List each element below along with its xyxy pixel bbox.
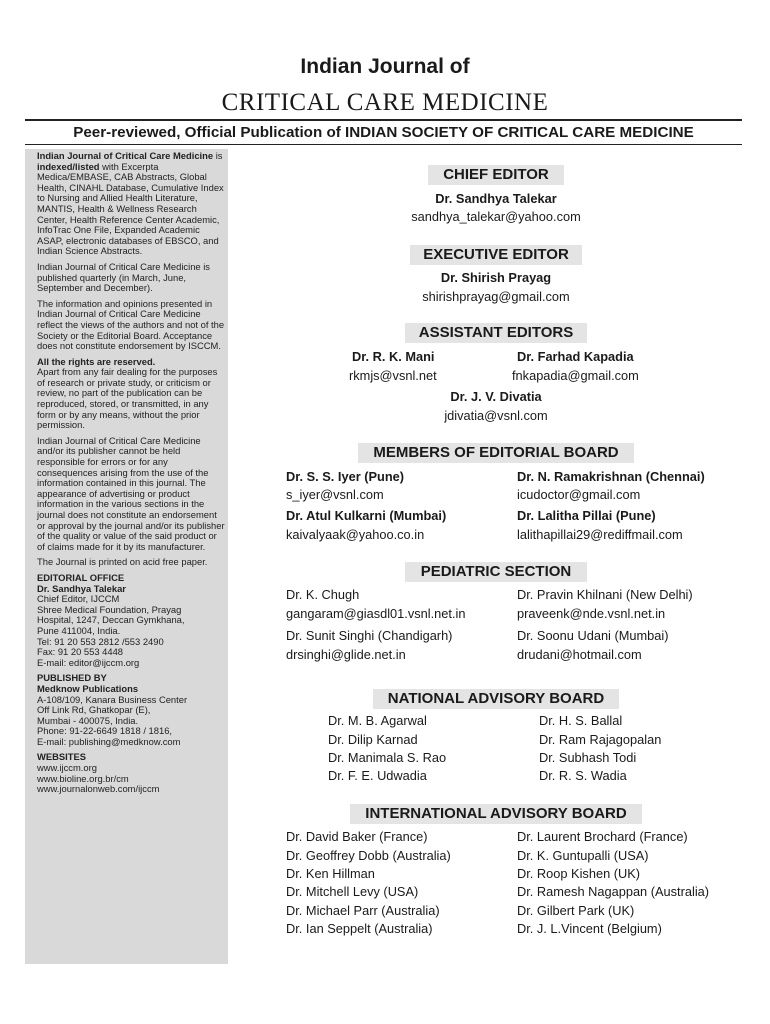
executive-editor-heading: EXECUTIVE EDITOR (410, 245, 582, 265)
websites-info (37, 752, 227, 794)
international-advisor: Dr. Ramesh Nagappan (Australia) (517, 884, 710, 899)
pediatric-member-email[interactable]: praveenk@nde.vsnl.net.in (517, 606, 666, 621)
national-advisor: Dr. Manimala S. Rao (328, 750, 447, 765)
national-advisory-heading: NATIONAL ADVISORY BOARD (373, 689, 619, 709)
publisher-info (37, 673, 227, 747)
responsibility-disclaimer: Indian Journal of Critical Care Medicine and/or its publisher cannot be held responsible for errors or for any consequences arising from the use of the information contained in this journal. The appearance of advertising or product information in the various sections in the journal does not constitute an endorsement or approval by the journal and/or its publisher of the quality or value of the said product or of claims made for it by its manufacturer. (37, 434, 225, 552)
chief-editor-email[interactable]: sandhya_talekar@yahoo.com (411, 209, 581, 224)
publication-frequency: Indian Journal of Critical Care Medicine is published quarterly (in March, June, September and December). (37, 260, 210, 294)
indexing-is: is (213, 150, 223, 161)
board-member-email[interactable]: icudoctor@gmail.com (517, 487, 641, 502)
executive-editor-name: Dr. Shirish Prayag (440, 270, 552, 285)
rights-heading: All the rights are reserved. (37, 355, 156, 367)
assistant-editor-name: Dr. Farhad Kapadia (517, 349, 634, 364)
journal-subtitle: Peer-reviewed, Official Publication of INDIAN SOCIETY OF CRITICAL CARE MEDICINE (73, 124, 694, 141)
international-advisor: Dr. K. Guntupalli (USA) (517, 848, 649, 863)
editorial-board-heading: MEMBERS OF EDITORIAL BOARD (358, 443, 634, 463)
sidebar-content (37, 151, 227, 800)
pediatric-member-name: Dr. Sunit Singhi (Chandigarh) (286, 628, 453, 643)
board-member-email[interactable]: s_iyer@vsnl.com (286, 487, 384, 502)
national-advisor: Dr. Subhash Todi (539, 750, 637, 765)
publisher-name: Medknow Publications (37, 682, 139, 694)
pediatric-member-name: Dr. Pravin Khilnani (New Delhi) (517, 587, 693, 602)
publisher-line: A-108/109, Kanara Business Center (37, 693, 188, 705)
board-member-email[interactable]: lalithapillai29@rediffmail.com (517, 527, 683, 542)
publisher-line: Off Link Rd, Ghatkopar (E), (37, 704, 151, 716)
national-advisor: Dr. R. S. Wadia (539, 768, 627, 783)
pediatric-member-email[interactable]: gangaram@giasdl01.vsnl.net.in (286, 606, 466, 621)
board-member-name: Dr. N. Ramakrishnan (Chennai) (517, 469, 705, 484)
international-advisor: Dr. Ken Hillman (286, 866, 375, 881)
national-advisor: Dr. F. E. Udwadia (328, 768, 427, 783)
journal-title-line1: Indian Journal of (300, 55, 470, 78)
acid-free-note: The Journal is printed on acid free paper. (37, 556, 208, 568)
indexing-journal-name: Indian Journal of Critical Care Medicine (37, 150, 214, 161)
international-advisor: Dr. Geoffrey Dobb (Australia) (286, 848, 451, 863)
website-link[interactable]: www.journalonweb.com/ijccm (37, 783, 160, 795)
pediatric-member-name: Dr. Soonu Udani (Mumbai) (517, 628, 669, 643)
international-advisor: Dr. David Baker (France) (286, 829, 428, 844)
assistant-editor-email[interactable]: fnkapadia@gmail.com (512, 368, 639, 383)
national-advisor: Dr. H. S. Ballal (539, 713, 623, 728)
editorial-office-name: Dr. Sandhya Talekar (37, 582, 126, 594)
publisher-line: Mumbai - 400075, India. (37, 714, 139, 726)
international-advisory-heading: INTERNATIONAL ADVISORY BOARD (350, 804, 642, 824)
international-advisor: Dr. Laurent Brochard (France) (517, 829, 688, 844)
international-advisor: Dr. Mitchell Levy (USA) (286, 884, 419, 899)
website-link[interactable]: www.ijccm.org (37, 762, 97, 774)
editorial-office-line: Pune 411004, India. (37, 624, 121, 636)
assistant-editors-heading: ASSISTANT EDITORS (405, 323, 587, 343)
editorial-office (37, 573, 227, 668)
publisher-line: Phone: 91-22-6649 1818 / 1816, (37, 725, 173, 737)
indexing-list: with Excerpta Medica/EMBASE, CAB Abstracts, Global Health, CINAHL Database, Cumulative Index to Nursing and Allied Health Literature, MANTIS, Health & Wellness Research Center, Health Reference Center Academic, InfoTrac One File, Expanded Academic ASAP, electronic databases of EBSCO, and Indian Science Abstracts. (37, 160, 224, 257)
editorial-office-line: Tel: 91 20 553 2812 /553 2490 (37, 635, 164, 647)
rights-text: Apart from any fair dealing for the purposes of research or private study, or criticism or review, no part of the publication can be reproduced, stored, or transmitted, in any form or by any means, without the prior permission. (37, 366, 218, 431)
indexing-status: indexed/listed (37, 160, 100, 172)
international-advisor: Dr. Michael Parr (Australia) (286, 903, 440, 918)
pediatric-member-name: Dr. K. Chugh (286, 587, 360, 602)
header-rule (25, 119, 742, 121)
board-member-name: Dr. Lalitha Pillai (Pune) (517, 508, 656, 523)
publisher-heading: PUBLISHED BY (37, 672, 107, 684)
assistant-editor-name: Dr. J. V. Divatia (450, 389, 542, 404)
opinions-disclaimer: The information and opinions presented in Indian Journal of Critical Care Medicine reflect the views of the authors and not of the Society or the Editorial Board. Acceptance does not constitute endorsement by ISCCM. (37, 297, 225, 352)
journal-title-line2: CRITICAL CARE MEDICINE (221, 89, 549, 116)
pediatric-section-heading: PEDIATRIC SECTION (405, 562, 587, 582)
international-advisor: Dr. Gilbert Park (UK) (517, 903, 635, 918)
national-advisor: Dr. Dilip Karnad (328, 732, 418, 747)
assistant-editor-name: Dr. R. K. Mani (352, 349, 435, 364)
board-member-name: Dr. S. S. Iyer (Pune) (286, 469, 405, 484)
international-advisor: Dr. Roop Kishen (UK) (517, 866, 641, 881)
editorial-office-line: Chief Editor, IJCCM (37, 593, 120, 605)
subtitle-rule (25, 144, 742, 145)
info-sidebar (25, 149, 228, 964)
publisher-email: E-mail: publishing@medknow.com (37, 735, 181, 747)
international-advisor: Dr. J. L.Vincent (Belgium) (517, 921, 662, 936)
rights-paragraph (37, 357, 227, 431)
pediatric-member-email[interactable]: drsinghi@glide.net.in (286, 647, 406, 662)
board-member-name: Dr. Atul Kulkarni (Mumbai) (286, 508, 447, 523)
indexing-paragraph (37, 151, 227, 257)
national-advisor: Dr. Ram Rajagopalan (539, 732, 662, 747)
websites-heading: WEBSITES (37, 751, 86, 763)
pediatric-member-email[interactable]: drudani@hotmail.com (517, 647, 642, 662)
executive-editor-email[interactable]: shirishprayag@gmail.com (422, 289, 570, 304)
chief-editor-name: Dr. Sandhya Talekar (435, 191, 557, 206)
national-advisor: Dr. M. B. Agarwal (328, 713, 427, 728)
board-member-email[interactable]: kaivalyaak@yahoo.co.in (286, 527, 425, 542)
assistant-editor-email[interactable]: jdivatia@vsnl.com (444, 408, 548, 423)
editorial-office-line: Fax: 91 20 553 4448 (37, 646, 124, 658)
editorial-office-email: E-mail: editor@ijccm.org (37, 656, 140, 668)
international-advisor: Dr. Ian Seppelt (Australia) (286, 921, 433, 936)
editorial-office-line: Shree Medical Foundation, Prayag (37, 603, 182, 615)
editorial-office-line: Hospital, 1247, Deccan Gymkhana, (37, 614, 185, 626)
editorial-office-heading: EDITORIAL OFFICE (37, 571, 125, 583)
website-link[interactable]: www.bioline.org.br/cm (37, 772, 129, 784)
assistant-editor-email[interactable]: rkmjs@vsnl.net (349, 368, 437, 383)
chief-editor-heading: CHIEF EDITOR (428, 165, 564, 185)
